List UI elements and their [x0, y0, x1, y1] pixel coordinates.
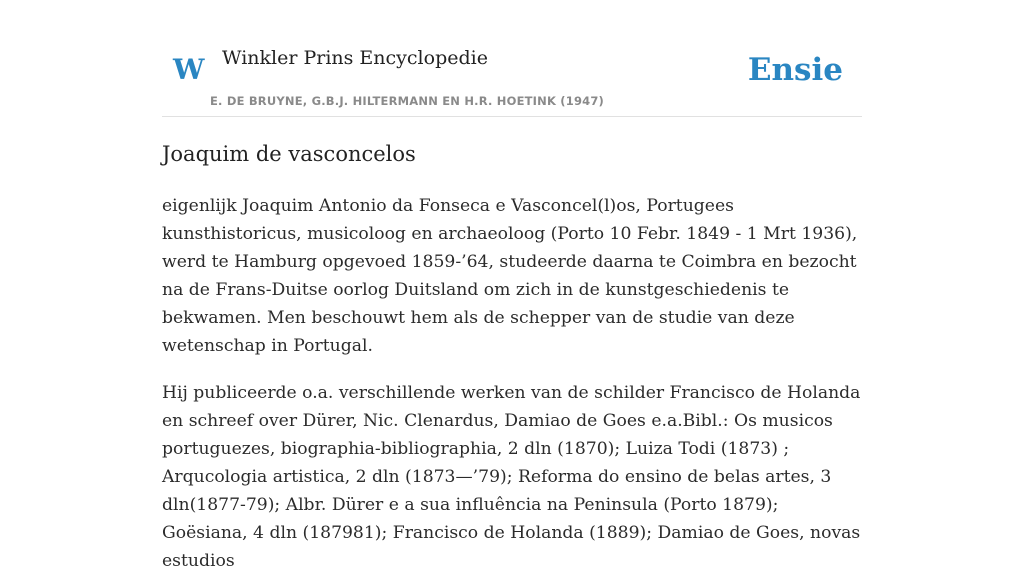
article-paragraph-2: Hij publiceerde o.a. verschillende werken van de schilder Francisco de Holanda en schreef over Dürer, Nic. Clenardus, Damiao de Goes e.a.Bibl.: Os musicos portuguezes, biographia-bibliographia, 2 dln (1870); Luiza Todi (1873) ; Arqucologia artistica, 2 dln (1873—’79); Reforma do ensino de belas artes, 3 dln(1877-79); Albr. Dürer e a sua influência na Peninsula (Porto 1879); Goësiana, 4 dln (187981); Francisco de Holanda (1889); Damiao de Goes, novas estudios: [162, 383, 861, 571]
site-header: [162, 0, 862, 117]
logo-w-icon[interactable]: W: [173, 53, 205, 86]
ensie-logo[interactable]: Ensie: [747, 52, 843, 88]
article-paragraph-1: eigenlijk Joaquim Antonio da Fonseca e Vasconcel(l)os, Portugees kunsthistoricus, musicoloog en archaeoloog (Porto 10 Febr. 1849 - 1 Mrt 1936), werd te Hamburg opgevoed 1859-’64, studeerde daarna te Coimbra en bezocht na de Frans-Duitse oorlog Duitsland om zich in de kunstgeschiedenis te bekwamen. Men beschouwt hem als de schepper van de studie van deze wetenschap in Portugal.: [162, 196, 858, 356]
article-title: Joaquim de vasconcelos: [162, 142, 416, 166]
authors-line: E. DE BRUYNE, G.B.J. HILTERMANN EN H.R. HOETINK (1947): [210, 94, 605, 108]
encyclopedia-title[interactable]: Winkler Prins Encyclopedie: [222, 47, 488, 69]
article: [162, 136, 866, 575]
